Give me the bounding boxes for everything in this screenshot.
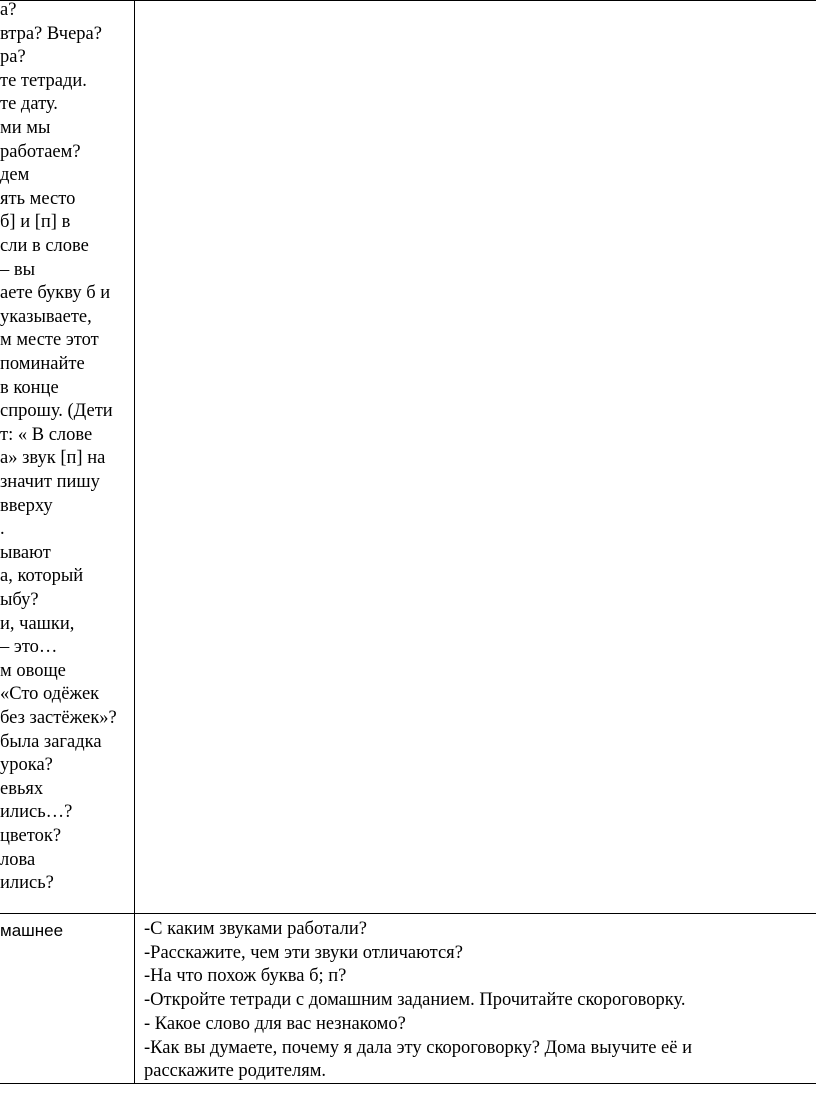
row1-left-line: вверху [0, 495, 53, 516]
row1-left-line: и, чашки, [0, 613, 75, 634]
row1-left-line: аете букву б и [0, 283, 111, 304]
row1-left-line: ыбу? [0, 590, 39, 610]
row1-left-line: поминайте [0, 354, 85, 374]
row1-left-line: ра? [0, 47, 26, 68]
row1-left-line: ывают [0, 542, 51, 563]
row1-left-line: в конце [0, 377, 59, 398]
row2-line: -Расскажите, чем эти звуки отличаются? [144, 942, 463, 963]
row1-left-line: те дату. [0, 94, 58, 115]
row1-left-line: значит пишу [0, 472, 100, 492]
row1-left-line: евьях [0, 778, 44, 799]
row1-left-line: – вы [0, 259, 36, 280]
row2-line: -Откройте тетради с домашним заданием. Прочитайте скороговорку. [144, 990, 686, 1011]
row2-label: машнее [0, 921, 64, 940]
row1-left-line: ять место [0, 188, 76, 209]
row2-line: -С каким звуками работали? [144, 919, 367, 939]
row1-left-line: ми мы [0, 118, 51, 138]
row1-left-line: а? [0, 0, 17, 20]
row1-left-line: втра? Вчера? [0, 23, 102, 44]
row1-left-line: м месте этот [0, 330, 99, 351]
row1-left-line: м овоще [0, 660, 66, 681]
row1-left-line: – это… [0, 637, 58, 658]
row-divider [0, 913, 816, 914]
column-divider [134, 0, 135, 1084]
row2-line: расскажите родителям. [144, 1061, 327, 1082]
row1-left-line: дем [0, 165, 30, 186]
row1-left-line: ились…? [0, 802, 73, 823]
row1-left-line: работаем? [0, 141, 81, 162]
row1-left-line: сли в слове [0, 236, 89, 256]
row1-left-line: б] и [п] в [0, 212, 71, 233]
row1-left-line: указываете, [0, 306, 92, 327]
row1-left-line: ились? [0, 873, 54, 894]
row1-left-line: а» звук [п] на [0, 448, 106, 469]
row1-left-line: «Сто одёжек [0, 684, 100, 705]
row1-left-line: т: « В слове [0, 424, 93, 445]
row1-left-line: была загадка [0, 731, 102, 752]
row1-left-line: . [0, 519, 5, 540]
row2-line: - Какое слово для вас незнакомо? [144, 1013, 406, 1034]
row1-left-line: а, который [0, 566, 84, 587]
row1-left-line: урока? [0, 755, 53, 776]
row1-left-line: цветок? [0, 826, 62, 846]
row1-left-cell [0, 0, 133, 910]
row1-left-line: лова [0, 849, 36, 870]
row2-content-cell [144, 918, 812, 1084]
row1-left-line: без застёжек»? [0, 708, 117, 728]
row1-left-line: спрошу. (Дети [0, 401, 113, 422]
row1-left-line: те тетради. [0, 70, 87, 91]
row2-line: -Как вы думаете, почему я дала эту скороговорку? Дома выучите её и [144, 1037, 692, 1058]
row2-line: -На что похож буква б; п? [144, 966, 347, 987]
